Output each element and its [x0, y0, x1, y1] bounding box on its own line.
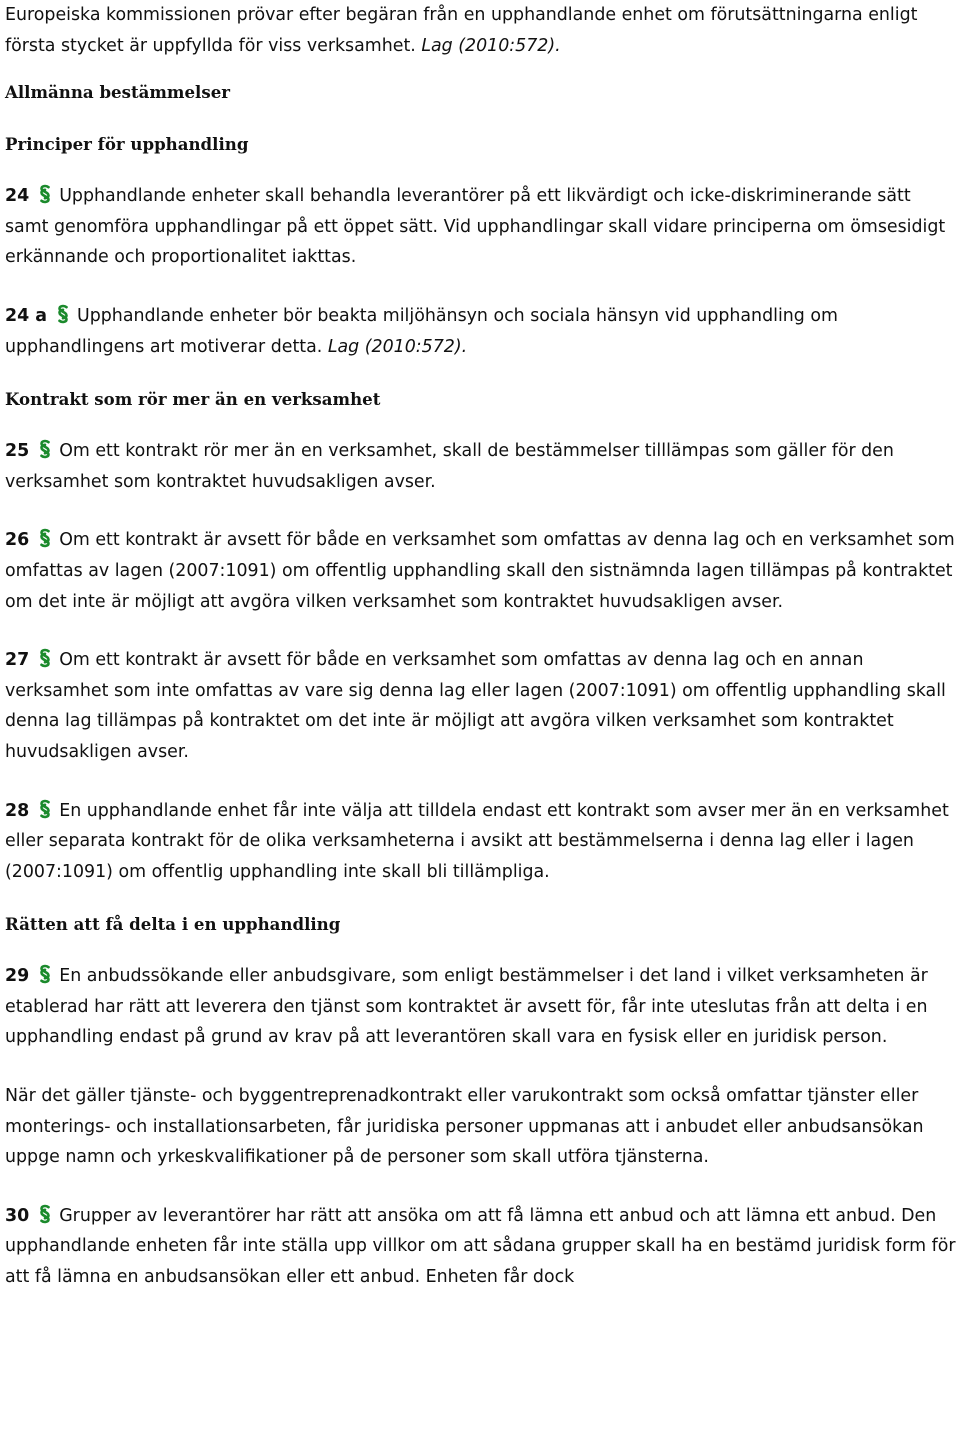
section-28-text: En upphandlande enhet får inte välja att tilldela endast ett kontrakt som avser mer än en verksamhet eller separata kontrakt för de olika verksamheterna i avsikt att bestämmelserna i denna lag eller i lagen (2007:1091) om offentlig upphandling inte skall bli tillämpliga.	[5, 800, 949, 882]
section-29-number: 29	[5, 966, 30, 987]
section-30-number: 30	[5, 1205, 30, 1226]
section-24a-number: 24 a	[5, 305, 47, 326]
section-29-text: En anbudssökande eller anbudsgivare, som enligt bestämmelser i det land i vilket verksamheten är etablerad har rätt att leverera den tjänst som kontraktet är avsett för, får inte uteslutas från att delta i en upphandling endast på grund av krav på att leverantören skall vara en fysisk eller en juridisk person.	[5, 966, 928, 1048]
section-29	[5, 961, 957, 1053]
section-25	[5, 436, 957, 497]
section-26-number: 26	[5, 530, 30, 551]
heading-right-to-participate: Rätten att få delta i en upphandling	[5, 914, 341, 935]
section-29-paragraph-2: När det gäller tjänste- och byggentreprenadkontrakt eller varukontrakt som också omfattar tjänster eller monterings- och installationsarbeten, får juridiska personer uppmanas att i anbudet eller anbudsansökan uppge namn och yrkeskvalifikationer på de personer som skall utföra tjänsterna.	[5, 1086, 924, 1168]
section-25-number: 25	[5, 441, 30, 462]
section-24a-text: Upphandlande enheter bör beakta miljöhänsyn och sociala hänsyn vid upphandling om upphandlingens art motiverar detta.	[5, 305, 838, 357]
section-24a	[5, 301, 957, 362]
section-sign-icon[interactable]	[35, 528, 55, 548]
section-24	[5, 181, 957, 273]
section-28	[5, 796, 957, 888]
heading-principles: Principer för upphandling	[5, 134, 249, 155]
document	[5, 0, 957, 1293]
section-25-text: Om ett kontrakt rör mer än en verksamhet, skall de bestämmelser tilllämpas som gäller för den verksamhet som kontraktet huvudsakligen avser.	[5, 441, 894, 492]
section-24-number: 24	[5, 186, 30, 207]
section-30-text: Grupper av leverantörer har rätt att ansöka om att få lämna ett anbud och att lämna ett anbud. Den upphandlande enheten får inte ställa upp villkor om att sådana grupper skall ha en bestämd juridisk form för att få lämna en anbudsansökan eller ett anbud. Enheten får dock	[5, 1205, 956, 1288]
section-sign-icon[interactable]	[35, 1204, 55, 1224]
section-27	[5, 645, 957, 767]
heading-multi-activity-contract: Kontrakt som rör mer än en verksamhet	[5, 389, 381, 410]
section-sign-icon[interactable]	[35, 964, 55, 984]
section-sign-icon[interactable]	[53, 304, 73, 324]
section-sign-icon[interactable]	[35, 648, 55, 668]
section-30	[5, 1201, 957, 1293]
section-24-text: Upphandlande enheter skall behandla leverantörer på ett likvärdigt och icke-diskriminerande sätt samt genomföra upphandlingar på ett öppet sätt. Vid upphandlingar skall vidare principerna om ömsesidigt erkännande och proportionalitet iakttas.	[5, 186, 946, 268]
section-sign-icon[interactable]	[35, 439, 55, 459]
section-27-text: Om ett kontrakt är avsett för både en verksamhet som omfattas av denna lag och en annan verksamhet som inte omfattas av vare sig denna lag eller lagen (2007:1091) om offentlig upphandling skall denna lag tillämpas på kontraktet om det inte är möjligt att avgöra vilken verksamhet som kontraktet huvudsakligen avser.	[5, 650, 946, 762]
heading-general-provisions: Allmänna bestämmelser	[5, 82, 230, 103]
section-24a-law-reference: Lag (2010:572).	[327, 336, 468, 357]
section-26-text: Om ett kontrakt är avsett för både en verksamhet som omfattas av denna lag och en verksamhet som omfattas av lagen (2007:1091) om offentlig upphandling skall den sistnämnda lagen tillämpas på kontraktet om det inte är möjligt att avgöra vilken verksamhet som kontraktet huvudsakligen avser.	[5, 530, 955, 612]
intro-law-reference: Lag (2010:572).	[421, 35, 561, 56]
section-sign-icon[interactable]	[35, 184, 55, 204]
section-27-number: 27	[5, 650, 30, 671]
intro-paragraph	[5, 0, 957, 61]
section-sign-icon[interactable]	[35, 799, 55, 819]
intro-text: Europeiska kommissionen prövar efter begäran från en upphandlande enhet om förutsättningarna enligt första stycket är uppfyllda för viss verksamhet.	[5, 5, 918, 56]
section-26	[5, 525, 957, 617]
section-28-number: 28	[5, 800, 30, 821]
